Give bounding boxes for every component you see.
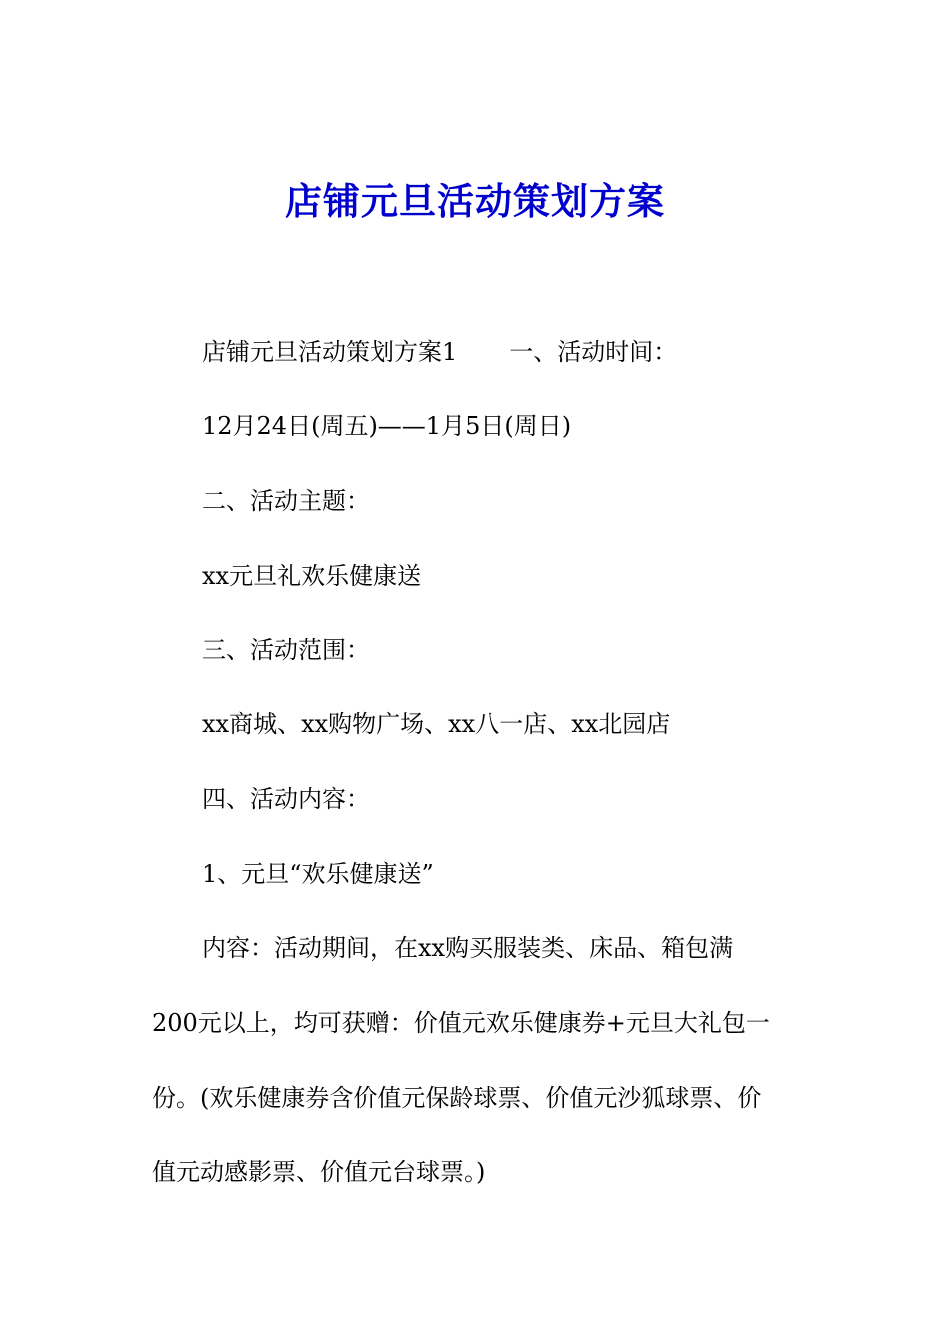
paragraph-plan-heading xyxy=(202,334,677,370)
activity-time-text: 12月24日(周五)——1月5日(周日) xyxy=(202,412,572,440)
activity-theme-text: xx元旦礼欢乐健康送 xyxy=(202,562,422,590)
plan-number-text: 店铺元旦活动策划方案1 xyxy=(202,338,458,366)
section-two-heading: 二、活动主题： xyxy=(202,487,370,515)
section-four-heading: 四、活动内容： xyxy=(202,785,370,813)
content-line-1: 内容：活动期间，在xx购买服装类、床品、箱包满 xyxy=(202,934,734,962)
activity-scope-text: xx商城、xx购物广场、xx八一店、xx北园店 xyxy=(202,710,671,738)
document-title: 店铺元旦活动策划方案 xyxy=(285,180,665,223)
item-one-heading: 1、元旦“欢乐健康送” xyxy=(202,860,434,888)
content-line-3: 份。(欢乐健康券含价值元保龄球票、价值元沙狐球票、价 xyxy=(152,1084,762,1112)
content-line-2: 200元以上，均可获赠：价值元欢乐健康券+元旦大礼包一 xyxy=(152,1009,770,1037)
content-line-4: 值元动感影票、价值元台球票。) xyxy=(152,1158,486,1186)
section-one-heading: 一、活动时间： xyxy=(509,338,678,366)
section-three-heading: 三、活动范围： xyxy=(202,636,370,664)
